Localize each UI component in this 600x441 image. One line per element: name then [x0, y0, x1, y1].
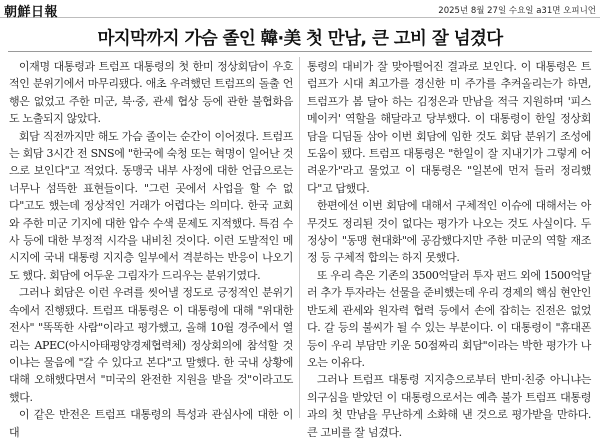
dateline: 2025년 8월 27일 수요일 a31면 오피니언 [438, 6, 596, 16]
article-paragraph: 그러나 회담은 이런 우려를 씻어낼 정도로 긍정적인 분위기 속에서 진행됐다. 트럼프 대통령은 이 대통령에 대해 "위대한 전사" "똑똑한 사람"이라고 평가했고, 올해 10월 경주에서 열리는 APEC(아시아태평양경제협력체) 정상회의에 참석할 것이냐는 물음에 "갈 수 있다고 본다"고 말했다. 한 국내 상황에 대해 오해했다면서 "미국의 완전한 지원을 받을 것"이라고도 했다. [9, 286, 293, 404]
article-paragraph: 또 우리 측은 기존의 3500억달러 투자 펀드 외에 1500억달러 추가 투자라는 선물을 준비했는데 우리 경제의 핵심 현안인 반도체 관세와 원자력 협력 등에서 손에 잡히는 진전은 없었다. 갈 등의 불씨가 될 수 있는 부분이다. 이 대통령이 "휴대폰 등이 우리 부담만 키운 50점짜리 회담"이라는 박한 평가가 나오는 이유다. [307, 268, 591, 369]
headline-rule [8, 51, 592, 52]
article-paragraph: 한편에선 이번 회담에 대해서 구체적인 이슈에 대해서는 아무것도 정리된 것이 없다는 평가가 나오는 것도 사실이다. 두 정상이 "동맹 현대화"에 공감했다지만 주한 미군의 역할 재조정 등 구체적 합의는 하지 못했다. [307, 199, 591, 265]
article-paragraph: 회담 직전까지만 해도 가슴 졸이는 순간이 이어졌다. 트럼프는 회담 3시간 전 SNS에 "한국에 숙청 또는 혁명이 일어난 것으로 보인다"고 적었다. 동맹국 내부 사정에 대한 언급으로는 너무나 섬뜩한 표현들이다. "그런 곳에서 사업을 할 수 없다"고도 했는데 정상적인 거래가 어렵다는 의미다. 한국 교회와 주한 미군 기지에 대한 압수 수색 문제도 지적했다. 특검 수사 등에 대한 부정적 시각을 내비친 것이다. 이런 도발적인 메시지에 국내 대통령 지지층 일부에서 격분하는 반응이 나오기도 했다. 회담에 어두운 그림자가 드리우는 분위기였다. [9, 129, 293, 282]
article-paragraph: 이재명 대통령과 트럼프 대통령의 첫 한미 정상회담이 우호적인 분위기에서 마무리됐다. 애초 우려했던 트럼프의 돌출 언행은 없었고 주한 미군, 북·중, 관세 협상 등에 관한 불협화음도 노출되지 않았다. [9, 60, 293, 126]
article-paragraph: 그러나 트럼프 대통령 지지층으로부터 반미·친중 아니냐는 의구심을 받았던 이 대통령으로서는 예측 불가 트럼프 대통령과의 첫 만남을 무난하게 소화해 낸 것으로 평가받을 만하다. 큰 고비를 잘 넘겼다. [307, 373, 591, 439]
article-paragraph: 이 같은 반전은 트럼프 대통령의 특성과 관심사에 대한 이 대 [9, 408, 293, 439]
editorial-headline: 마지막까지 가슴 졸인 韓·美 첫 만남, 큰 고비 잘 넘겼다 [97, 29, 503, 49]
article-column-left [9, 58, 293, 441]
masthead [0, 0, 600, 18]
newspaper-logo: 朝鮮日報 [4, 5, 59, 20]
article-paragraph: 통령의 대비가 잘 맞아떨어진 결과로 보인다. 이 대통령은 트럼프가 시대 최고가를 경신한 미 주가를 추켜올리는가 하면, 트럼프가 봄 달아 하는 김정은과 만남을 적극 지원하며 '피스 메이커' 역할을 해달라고 당부했다. 이 대통령이 한일 정상회담을 디딤돌 삼아 이번 회담에 임한 것도 회담 분위기 조성에 도움이 됐다. 트럼프 대통령은 "한일이 잘 지내기가 그렇게 어려운가"라고 물었고 이 대통령은 "일본에 먼저 들러 정리했다"고 답했다. [307, 60, 591, 195]
article-column-right [307, 58, 591, 441]
column-divider [299, 57, 300, 418]
